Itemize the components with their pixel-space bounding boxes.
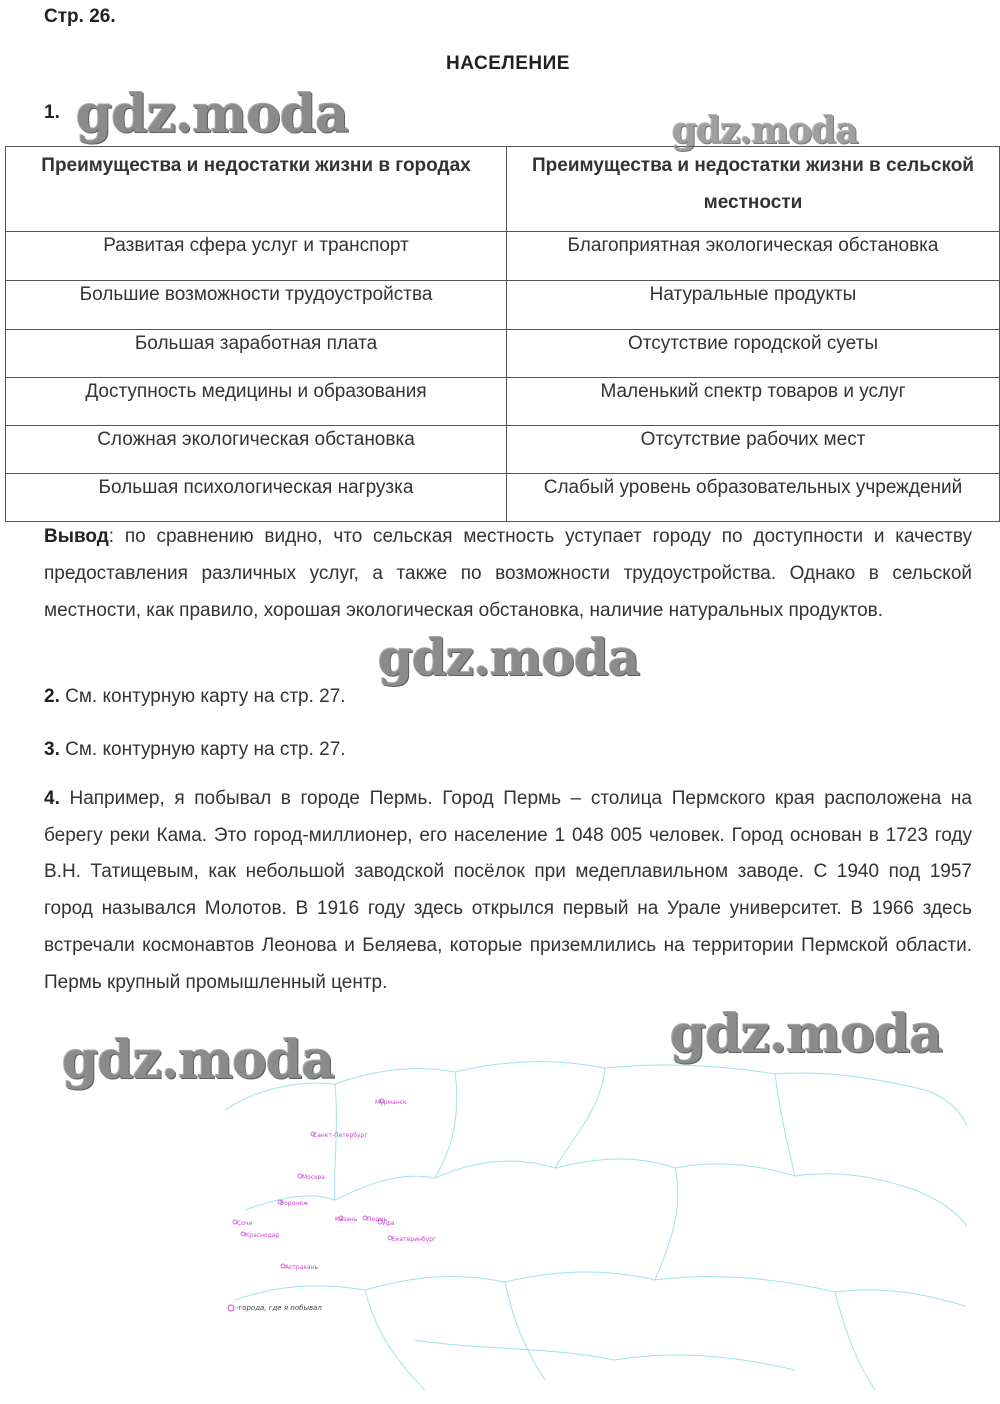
city-label: Мурманск — [375, 1099, 407, 1106]
table-row — [6, 426, 1000, 474]
comparison-table — [5, 146, 1000, 522]
table-row — [6, 281, 1000, 330]
city-label: Москва — [302, 1174, 325, 1181]
conclusion-paragraph — [44, 518, 972, 629]
city-label: Воронеж — [280, 1200, 309, 1207]
page-title: НАСЕЛЕНИЕ — [446, 53, 570, 74]
watermark-logo: gdz.moda — [672, 110, 858, 152]
watermark-logo: gdz.moda — [670, 1004, 943, 1065]
task-3-number: 3. — [44, 739, 60, 760]
task-3 — [44, 739, 346, 761]
task-4-paragraph — [44, 781, 972, 1001]
cell-rural: Натуральные продукты — [507, 281, 1000, 330]
watermark-logo: gdz.moda — [76, 84, 349, 145]
conclusion-text: : по сравнению видно, что сельская местность уступает городу по доступности и качеству предоставления различных услуг, а также по возможности трудоустройства. Однако в сельской местности, как правило, хорошая экологическая обстановка, наличие натуральных продуктов. — [44, 526, 972, 621]
cell-rural: Слабый уровень образовательных учреждений — [507, 474, 1000, 522]
task-4-number: 4. — [44, 788, 60, 809]
header-rural: Преимущества и недостатки жизни в сельской местности — [507, 147, 1000, 232]
city-label: Санкт-Петербург — [313, 1132, 368, 1139]
city-label: Краснодар — [245, 1232, 280, 1239]
cell-city: Большая заработная плата — [6, 330, 507, 378]
task-4-text: Например, я побывал в городе Пермь. Город Пермь – столица Пермского края расположена на берегу реки Кама. Это город-миллионер, его население 1 048 005 человек. Город основан в 1723 году В.Н. Татищевым, как небольшой заводской посёлок при медеплавильном заводе. С 1940 под 1957 город назывался Молотов. В 1916 году здесь открылся первый на Урале университет. В 1966 здесь встречали космонавтов Леонова и Беляева, которые приземлились на территории Пермской области. Пермь крупный промышленный центр. — [44, 788, 972, 993]
cell-city: Большие возможности трудоустройства — [6, 281, 507, 330]
legend-marker-icon — [228, 1305, 234, 1311]
city-label: Астрахань — [285, 1264, 319, 1271]
page-number: Стр. 26. — [44, 6, 116, 27]
map-legend: -города, где я побывал — [236, 1304, 322, 1312]
table-row — [6, 378, 1000, 426]
city-label: Пермь — [367, 1216, 388, 1223]
cell-rural: Отсутствие рабочих мест — [507, 426, 1000, 474]
table-row — [6, 474, 1000, 522]
cell-city: Доступность медицины и образования — [6, 378, 507, 426]
cell-city: Сложная экологическая обстановка — [6, 426, 507, 474]
contour-map — [215, 1050, 975, 1404]
city-label: Сочи — [237, 1220, 253, 1227]
header-city: Преимущества и недостатки жизни в городах — [6, 147, 507, 232]
watermark-logo: gdz.moda — [378, 628, 640, 687]
city-label: Екатеринбург — [392, 1236, 437, 1243]
task-2 — [44, 686, 346, 708]
table-row — [6, 232, 1000, 281]
table-row — [6, 330, 1000, 378]
watermark-logo: gdz.moda — [62, 1030, 335, 1091]
task-1-number: 1. — [44, 102, 60, 123]
city-label: Уфа — [382, 1220, 395, 1227]
conclusion-label: Вывод — [44, 526, 109, 547]
task-2-number: 2. — [44, 686, 60, 707]
cell-rural: Маленький спектр товаров и услуг — [507, 378, 1000, 426]
map-outline — [225, 1062, 967, 1390]
cell-city: Развитая сфера услуг и транспорт — [6, 232, 507, 281]
table-header-row — [6, 147, 1000, 232]
cell-city: Большая психологическая нагрузка — [6, 474, 507, 522]
cell-rural: Отсутствие городской суеты — [507, 330, 1000, 378]
task-3-text: См. контурную карту на стр. 27. — [59, 739, 346, 760]
cell-rural: Благоприятная экологическая обстановка — [507, 232, 1000, 281]
task-2-text: См. контурную карту на стр. 27. — [59, 686, 346, 707]
city-label: Казань — [335, 1216, 358, 1223]
